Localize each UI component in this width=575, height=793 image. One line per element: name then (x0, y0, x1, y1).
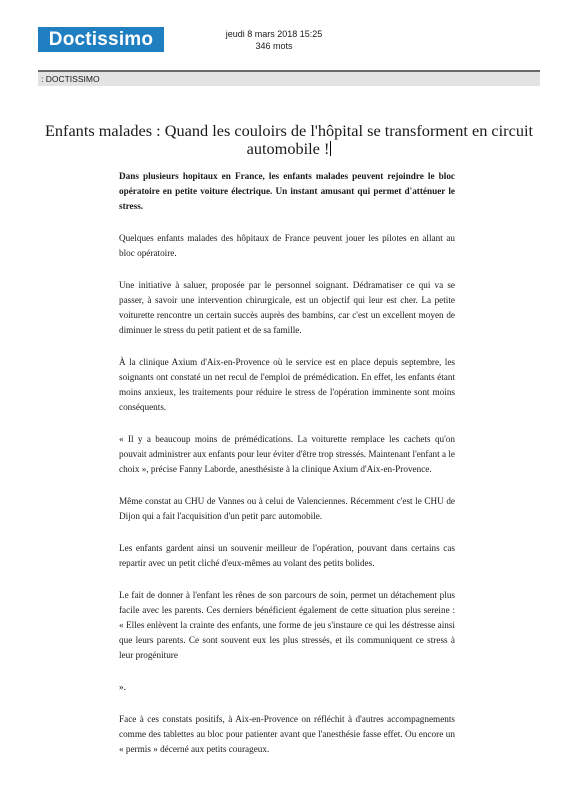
text-cursor (330, 141, 331, 156)
paragraph: Le fait de donner à l'enfant les rênes de son parcours de soin, permet un détachement plus facile avec les parents. Ces derniers bénéficient également de cette situation plus sereine : « Elles enlèvent la crainte des enfants, une forme de jeu s'instaure ce qui les déstresse ainsi que leurs parents. Ce sont souvent eux les plus stressés, et ils communiquent ce stress à leur progéniture (119, 590, 455, 660)
paragraph: Quelques enfants malades des hôpitaux de France peuvent jouer les pilotes en allant au bloc opératoire. (119, 233, 455, 258)
article-lead: Dans plusieurs hopitaux en France, les enfants malades peuvent rejoindre le bloc opératoire en petite voiture électrique. Un instant amusant qui permet d'atténuer le stress. (119, 171, 455, 211)
article-meta (214, 28, 334, 52)
publication-date: jeudi 8 mars 2018 15:25 (225, 29, 323, 39)
paragraph: Face à ces constats positifs, à Aix-en-Provence on réfléchit à d'autres accompagnements comme des tablettes au bloc pour patienter avant que l'anesthésie fasse effet. Ou encore un « permis » décerné aux petits courageux. (119, 714, 455, 754)
source-bar (38, 70, 540, 86)
doctissimo-logo: Doctissimo (38, 27, 164, 52)
word-count: 346 mots (255, 41, 293, 51)
source-label: : DOCTISSIMO (41, 74, 100, 84)
quote-closing: ». (119, 682, 126, 692)
article-title (40, 122, 538, 158)
article-body (119, 169, 455, 774)
paragraph: Une initiative à saluer, proposée par le personnel soignant. Dédramatiser ce qui va se passer, à savoir une intervention chirurgicale, est un objectif qui leur est cher. La petite voiturette rencontre un certain succès auprès des bambins, car c'est un excellent moyen de diminuer le stress du petit patient et de sa famille. (119, 280, 455, 335)
paragraph: Même constat au CHU de Vannes ou à celui de Valenciennes. Récemment c'est le CHU de Dijon qui a fait l'acquisition d'un petit parc automobile. (119, 496, 455, 521)
paragraph: À la clinique Axium d'Aix-en-Provence où le service est en place depuis septembre, les soignants ont constaté un net recul de l'emploi de prémédication. En effet, les enfants étant moins anxieux, les traitements pour réduire le stress de l'opération imminente sont moins conséquents. (119, 357, 455, 412)
paragraph: « Il y a beaucoup moins de prémédications. La voiturette remplace les cachets qu'on pouvait administrer aux enfants pour leur éviter d'être trop stressés. Maintenant l'enfant a le choix », précise Fanny Laborde, anesthésiste à la clinique Axium d'Aix-en-Provence. (119, 434, 455, 474)
article-title-text: Enfants malades : Quand les couloirs de l'hôpital se transforment en circuit automobile ! (44, 121, 534, 158)
paragraph: Les enfants gardent ainsi un souvenir meilleur de l'opération, pouvant dans certains cas repartir avec un petit cliché d'eux-mêmes au volant des petits bolides. (119, 543, 455, 568)
